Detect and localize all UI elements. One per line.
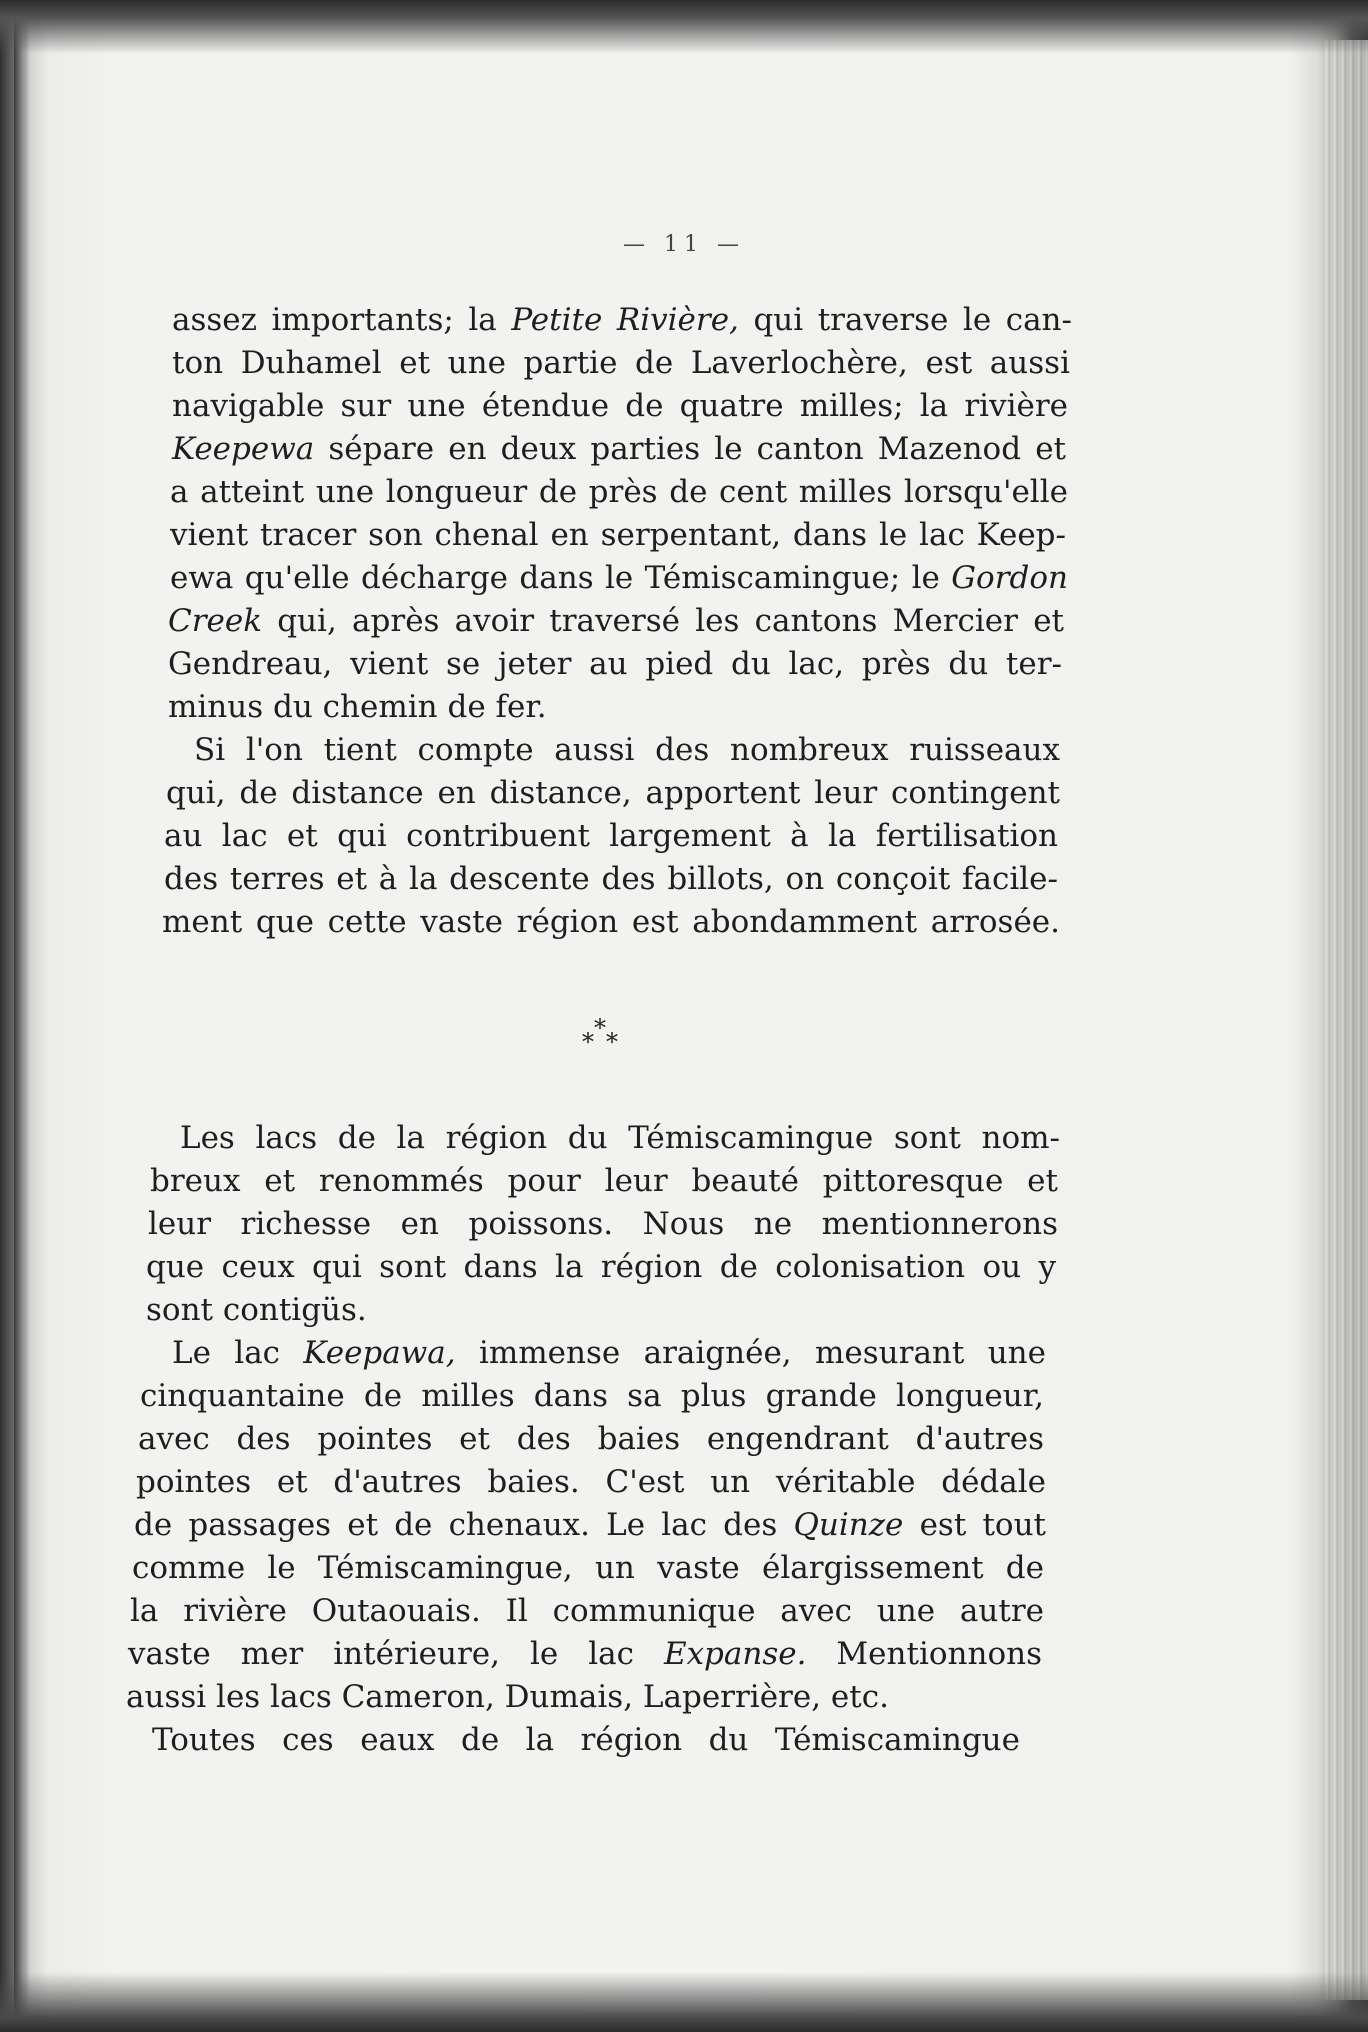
text-run: Si l'on tient compte aussi des nombreux ruisseaux <box>194 732 1060 768</box>
text-line <box>130 1591 1044 1631</box>
text-line <box>172 386 1068 426</box>
text-line <box>172 343 1070 383</box>
text-run: cinquantaine de milles dans sa plus grande longueur, <box>140 1378 1044 1414</box>
italic-text-run: Petite Rivière, <box>511 302 739 338</box>
text-run: a atteint une longueur de près de cent milles lorsqu'elle <box>170 474 1068 510</box>
text-line <box>150 1161 1058 1201</box>
italic-text-run: Expanse. <box>663 1636 807 1672</box>
text-run: assez importants; la <box>172 302 512 338</box>
text-line <box>168 687 588 727</box>
text-run: avec des pointes et des baies engendrant d'autres <box>138 1421 1044 1457</box>
text-line <box>148 1204 1058 1244</box>
text-line <box>134 1505 1046 1545</box>
text-run: de passages et de chenaux. Le lac des <box>134 1507 794 1543</box>
text-line <box>132 1548 1044 1588</box>
text-run: des terres et à la descente des billots, on conçoit facile- <box>164 861 1058 897</box>
text-line <box>194 730 1060 770</box>
italic-text-run: Creek <box>168 603 263 639</box>
text-run: minus du chemin de fer. <box>168 689 547 725</box>
text-run: Le lac <box>172 1335 304 1371</box>
text-run: ewa qu'elle décharge dans le Témiscamingue; le <box>170 560 952 596</box>
text-line <box>128 1634 1042 1674</box>
italic-text-run: Quinze <box>793 1507 904 1543</box>
bottom-scan-shadow <box>0 1972 1368 2032</box>
text-run: navigable sur une étendue de quatre milles; la rivière <box>172 388 1068 424</box>
text-line <box>152 1720 1020 1760</box>
text-line <box>172 429 1066 469</box>
text-run: comme le Témiscamingue, un vaste élargissement de <box>132 1550 1044 1586</box>
text-line <box>172 1333 1046 1373</box>
text-line <box>138 1419 1044 1459</box>
text-run: vient tracer son chenal en serpentant, dans le lac Keep- <box>170 517 1066 553</box>
text-run: Mentionnons <box>806 1636 1042 1672</box>
book-edge <box>1324 40 1368 2000</box>
text-line <box>166 773 1060 813</box>
text-run: ment que cette vaste région est abondamment arrosée. <box>162 904 1060 940</box>
page-left-edge <box>14 0 30 2032</box>
text-line <box>126 1677 956 1717</box>
text-run: Toutes ces eaux de la région du Témiscamingue <box>152 1722 1020 1758</box>
text-run: qui, de distance en distance, apportent leur contingent <box>166 775 1060 811</box>
text-run: Les lacs de la région du Témiscamingue sont nom- <box>180 1120 1060 1156</box>
text-line <box>180 1118 1060 1158</box>
text-line <box>164 859 1058 899</box>
text-run: sépare en deux parties le canton Mazenod et <box>314 431 1066 467</box>
text-run: que ceux qui sont dans la région de colonisation ou y <box>146 1249 1056 1285</box>
text-run: qui traverse le can- <box>738 302 1072 338</box>
text-line <box>136 1462 1046 1502</box>
text-line <box>140 1376 1044 1416</box>
italic-text-run: Keepawa, <box>303 1335 456 1371</box>
top-scan-shadow <box>0 0 1368 54</box>
text-run: au lac et qui contribuent largement à la fertilisation <box>164 818 1058 854</box>
text-run: est tout <box>903 1507 1046 1543</box>
text-line <box>170 558 1068 598</box>
asterism-star: * <box>606 1028 618 1056</box>
text-line <box>164 816 1058 856</box>
text-run: immense araignée, mesurant une <box>455 1335 1046 1371</box>
asterism-divider <box>560 1014 640 1064</box>
italic-text-run: Keepewa <box>172 431 315 467</box>
text-line <box>170 515 1066 555</box>
text-line <box>168 601 1064 641</box>
asterism-star: * <box>582 1028 594 1056</box>
text-run: la rivière Outaouais. Il communique avec une autre <box>130 1593 1044 1629</box>
italic-text-run: Gordon <box>951 560 1068 596</box>
text-run: qui, après avoir traversé les cantons Mercier et <box>262 603 1064 639</box>
text-line <box>168 644 1062 684</box>
text-line <box>146 1247 1056 1287</box>
text-run: breux et renommés pour leur beauté pittoresque et <box>150 1163 1058 1199</box>
asterism-star: * <box>594 1014 606 1042</box>
text-run: vaste mer intérieure, le lac <box>128 1636 664 1672</box>
text-line <box>146 1290 446 1330</box>
text-run: pointes et d'autres baies. C'est un véritable dédale <box>136 1464 1046 1500</box>
page-number: — 11 — <box>623 232 745 257</box>
text-run: sont contigüs. <box>146 1292 367 1328</box>
text-run: leur richesse en poissons. Nous ne mentionnerons <box>148 1206 1058 1242</box>
text-line <box>162 902 1060 942</box>
text-line <box>170 472 1068 512</box>
text-line <box>172 300 1072 340</box>
text-run: aussi les lacs Cameron, Dumais, Laperrière, etc. <box>126 1679 889 1715</box>
text-run: ton Duhamel et une partie de Laverlochère, est aussi <box>172 345 1070 381</box>
text-run: Gendreau, vient se jeter au pied du lac, près du ter- <box>168 646 1062 682</box>
